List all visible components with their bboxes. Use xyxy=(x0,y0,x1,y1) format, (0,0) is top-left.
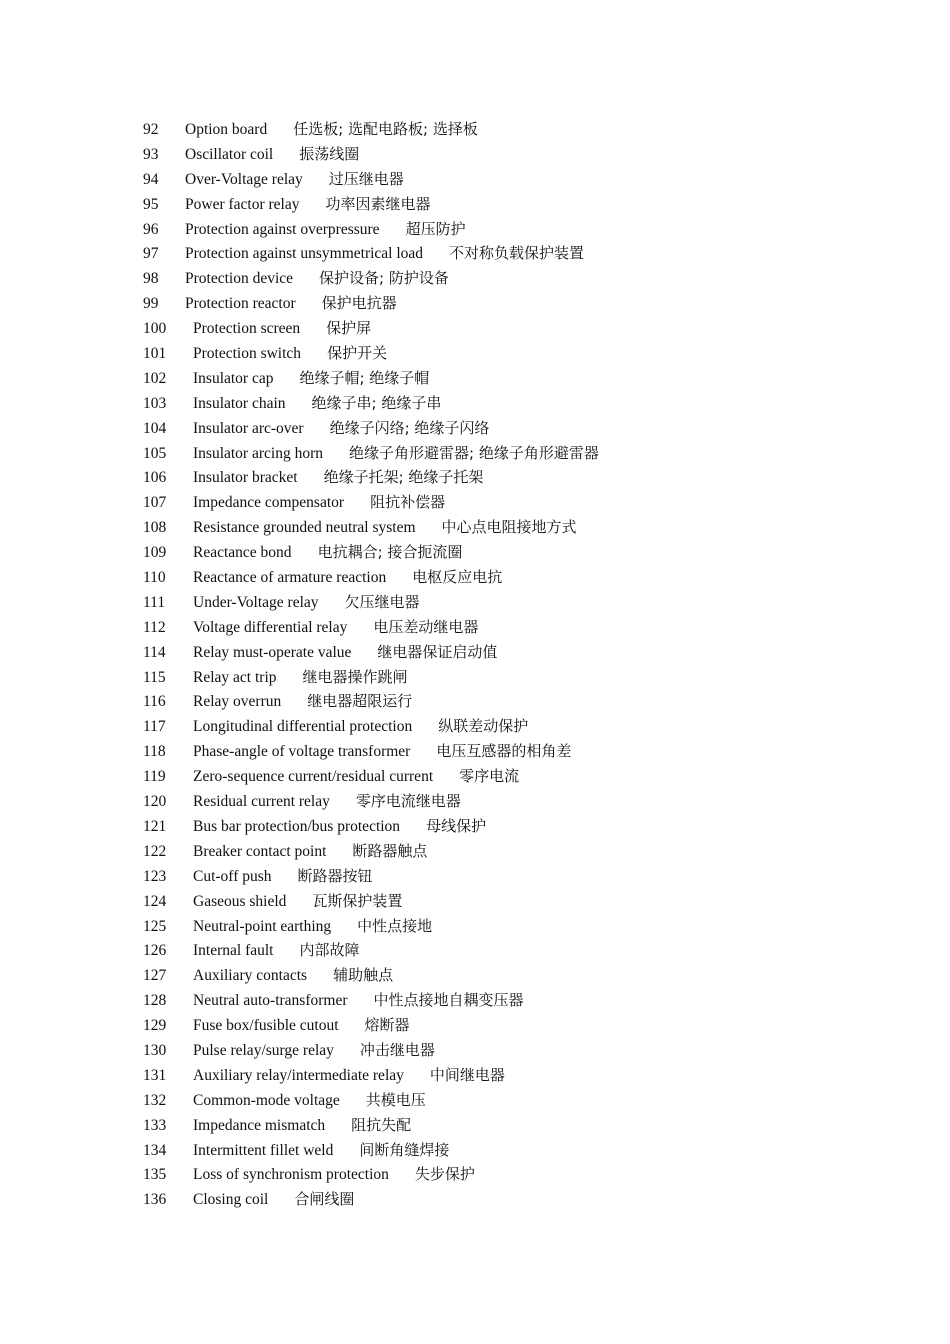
entry-chinese-term: 阻抗补偿器 xyxy=(370,493,446,512)
entry-english-term: Impedance compensator xyxy=(193,494,345,512)
entry-english-term: Reactance of armature reaction xyxy=(193,569,387,587)
entry-english-term: Protection switch xyxy=(193,345,302,363)
entry-chinese-term: 过压继电器 xyxy=(328,169,404,188)
entry-english-term: Gaseous shield xyxy=(193,892,287,910)
glossary-entry xyxy=(143,615,903,640)
entry-english-term: Under-Voltage relay xyxy=(193,593,319,611)
glossary-entry xyxy=(143,814,903,839)
entry-chinese-term: 中性点接地自耦变压器 xyxy=(373,991,524,1010)
entry-english-term: Protection device xyxy=(185,270,294,288)
entry-number: 99 xyxy=(143,295,159,313)
entry-english-term: Zero-sequence current/residual current xyxy=(193,768,434,786)
entry-chinese-term: 断路器按钮 xyxy=(297,866,373,885)
entry-chinese-term: 熔断器 xyxy=(364,1016,410,1035)
entry-number: 115 xyxy=(143,668,166,686)
entry-number: 101 xyxy=(143,345,167,363)
entry-english-term: Neutral auto-transformer xyxy=(193,992,348,1010)
glossary-entry xyxy=(143,241,903,266)
glossary-entry xyxy=(143,142,903,167)
entry-number: 106 xyxy=(143,469,167,487)
entry-english-term: Fuse box/fusible cutout xyxy=(193,1017,339,1035)
entry-number: 111 xyxy=(143,593,166,611)
glossary-entry xyxy=(143,416,903,441)
entry-number: 114 xyxy=(143,643,166,661)
entry-chinese-term: 绝缘子帽; 绝缘子帽 xyxy=(299,368,430,387)
entry-english-term: Protection reactor xyxy=(185,295,296,313)
entry-chinese-term: 电枢反应电抗 xyxy=(412,568,503,587)
entry-english-term: Phase-angle of voltage transformer xyxy=(193,743,411,761)
entry-chinese-term: 欠压继电器 xyxy=(344,592,420,611)
entry-english-term: Protection screen xyxy=(193,320,301,338)
entry-number: 112 xyxy=(143,618,166,636)
entry-chinese-term: 电压差动继电器 xyxy=(373,617,479,636)
entry-chinese-term: 振荡线圈 xyxy=(299,144,360,163)
entry-number: 97 xyxy=(143,245,159,263)
entry-english-term: Residual current relay xyxy=(193,793,330,811)
entry-chinese-term: 冲击继电器 xyxy=(359,1040,435,1059)
entry-chinese-term: 绝缘子角形避雷器; 绝缘子角形避雷器 xyxy=(349,443,599,462)
entry-number: 117 xyxy=(143,718,166,736)
entry-number: 129 xyxy=(143,1017,167,1035)
entry-english-term: Reactance bond xyxy=(193,544,292,562)
glossary-entry xyxy=(143,540,903,565)
glossary-entry xyxy=(143,1063,903,1088)
entry-number: 119 xyxy=(143,768,166,786)
entry-english-term: Protection against unsymmetrical load xyxy=(185,245,424,263)
glossary-entry xyxy=(143,565,903,590)
entry-number: 105 xyxy=(143,444,167,462)
entry-english-term: Breaker contact point xyxy=(193,842,327,860)
entry-chinese-term: 共模电压 xyxy=(365,1090,426,1109)
entry-number: 110 xyxy=(143,569,166,587)
glossary-entry xyxy=(143,465,903,490)
entry-number: 131 xyxy=(143,1066,167,1084)
glossary-entry xyxy=(143,889,903,914)
glossary-entry xyxy=(143,1013,903,1038)
entry-chinese-term: 失步保护 xyxy=(414,1165,475,1184)
glossary-entry xyxy=(143,515,903,540)
entry-number: 125 xyxy=(143,917,167,935)
entry-number: 93 xyxy=(143,145,159,163)
entry-english-term: Insulator chain xyxy=(193,394,286,412)
entry-chinese-term: 辅助触点 xyxy=(333,966,394,985)
entry-chinese-term: 保护屏 xyxy=(326,319,372,338)
entry-number: 92 xyxy=(143,121,159,138)
glossary-entry xyxy=(143,590,903,615)
entry-english-term: Cut-off push xyxy=(193,867,272,885)
entry-number: 100 xyxy=(143,320,167,338)
entry-chinese-term: 保护电抗器 xyxy=(321,294,397,313)
glossary-entry xyxy=(143,764,903,789)
entry-number: 96 xyxy=(143,220,159,238)
entry-chinese-term: 中心点电阻接地方式 xyxy=(441,518,577,537)
entry-number: 108 xyxy=(143,519,167,537)
glossary-entry xyxy=(143,1038,903,1063)
entry-number: 98 xyxy=(143,270,159,288)
glossary-entry xyxy=(143,391,903,416)
glossary-entry xyxy=(143,291,903,316)
entry-chinese-term: 绝缘子串; 绝缘子串 xyxy=(311,393,442,412)
entry-number: 107 xyxy=(143,494,167,512)
glossary-entry xyxy=(143,789,903,814)
entry-number: 134 xyxy=(143,1141,167,1159)
entry-english-term: Insulator arcing horn xyxy=(193,444,323,462)
entry-number: 123 xyxy=(143,867,167,885)
entry-number: 124 xyxy=(143,892,167,910)
entry-number: 103 xyxy=(143,394,167,412)
glossary-entry xyxy=(143,490,903,515)
entry-english-term: Insulator bracket xyxy=(193,469,298,487)
entry-chinese-term: 纵联差动保护 xyxy=(438,717,529,736)
glossary-entry xyxy=(143,864,903,889)
entry-number: 104 xyxy=(143,419,167,437)
entry-number: 122 xyxy=(143,842,167,860)
glossary-entry xyxy=(143,117,903,142)
entry-english-term: Voltage differential relay xyxy=(193,618,348,636)
glossary-entry xyxy=(143,665,903,690)
entry-chinese-term: 继电器超限运行 xyxy=(307,692,413,711)
entry-number: 127 xyxy=(143,967,167,985)
glossary-list xyxy=(143,117,903,1212)
entry-chinese-term: 电抗耦合; 接合扼流圈 xyxy=(317,543,463,562)
entry-chinese-term: 瓦斯保护装置 xyxy=(312,891,403,910)
entry-english-term: Intermittent fillet weld xyxy=(193,1141,334,1159)
entry-english-term: Power factor relay xyxy=(185,195,300,213)
entry-chinese-term: 中间继电器 xyxy=(429,1065,505,1084)
glossary-entry xyxy=(143,341,903,366)
glossary-entry xyxy=(143,217,903,242)
glossary-entry xyxy=(143,914,903,939)
glossary-entry xyxy=(143,441,903,466)
entry-chinese-term: 阻抗失配 xyxy=(351,1115,412,1134)
glossary-entry xyxy=(143,1138,903,1163)
entry-english-term: Loss of synchronism protection xyxy=(193,1166,389,1184)
entry-number: 136 xyxy=(143,1191,167,1209)
entry-english-term: Option board xyxy=(185,121,268,138)
entry-number: 109 xyxy=(143,544,167,562)
glossary-entry xyxy=(143,167,903,192)
entry-chinese-term: 间断角缝焊接 xyxy=(359,1140,450,1159)
entry-english-term: Auxiliary relay/intermediate relay xyxy=(193,1066,404,1084)
entry-english-term: Over-Voltage relay xyxy=(185,170,303,188)
entry-chinese-term: 保护设备; 防护设备 xyxy=(319,269,449,288)
entry-english-term: Relay act trip xyxy=(193,668,277,686)
glossary-entry xyxy=(143,266,903,291)
entry-chinese-term: 不对称负载保护装置 xyxy=(449,244,585,263)
entry-number: 116 xyxy=(143,693,166,711)
entry-number: 120 xyxy=(143,793,167,811)
glossary-entry xyxy=(143,1088,903,1113)
glossary-entry xyxy=(143,689,903,714)
entry-number: 126 xyxy=(143,942,167,960)
glossary-entry xyxy=(143,1187,903,1212)
entry-chinese-term: 断路器触点 xyxy=(352,841,428,860)
entry-english-term: Protection against overpressure xyxy=(185,220,380,238)
entry-chinese-term: 继电器保证启动值 xyxy=(377,642,498,661)
entry-english-term: Impedance mismatch xyxy=(193,1116,326,1134)
entry-chinese-term: 绝缘子闪络; 绝缘子闪络 xyxy=(329,418,490,437)
entry-english-term: Insulator arc-over xyxy=(193,419,304,437)
entry-english-term: Oscillator coil xyxy=(185,145,274,163)
entry-chinese-term: 零序电流 xyxy=(459,767,520,786)
entry-number: 95 xyxy=(143,195,159,213)
glossary-entry xyxy=(143,640,903,665)
entry-english-term: Relay must-operate value xyxy=(193,643,352,661)
glossary-entry xyxy=(143,192,903,217)
entry-chinese-term: 中性点接地 xyxy=(357,916,433,935)
entry-chinese-term: 零序电流继电器 xyxy=(355,792,461,811)
entry-number: 130 xyxy=(143,1041,167,1059)
entry-number: 128 xyxy=(143,992,167,1010)
entry-english-term: Auxiliary contacts xyxy=(193,967,308,985)
entry-chinese-term: 电压互感器的相角差 xyxy=(436,742,572,761)
entry-english-term: Common-mode voltage xyxy=(193,1091,340,1109)
entry-chinese-term: 继电器操作跳闸 xyxy=(302,667,408,686)
entry-chinese-term: 功率因素继电器 xyxy=(325,194,431,213)
entry-chinese-term: 绝缘子托架; 绝缘子托架 xyxy=(323,468,484,487)
entry-english-term: Insulator cap xyxy=(193,369,274,387)
glossary-entry xyxy=(143,839,903,864)
entry-chinese-term: 任选板; 选配电路板; 选择板 xyxy=(293,120,478,138)
entry-english-term: Longitudinal differential protection xyxy=(193,718,413,736)
entry-chinese-term: 内部故障 xyxy=(299,941,360,960)
glossary-entry xyxy=(143,1113,903,1138)
glossary-entry xyxy=(143,366,903,391)
entry-english-term: Pulse relay/surge relay xyxy=(193,1041,334,1059)
entry-number: 102 xyxy=(143,369,167,387)
entry-english-term: Internal fault xyxy=(193,942,274,960)
entry-chinese-term: 母线保护 xyxy=(426,816,487,835)
entry-chinese-term: 合闸线圈 xyxy=(294,1190,355,1209)
entry-number: 133 xyxy=(143,1116,167,1134)
entry-number: 132 xyxy=(143,1091,167,1109)
entry-number: 135 xyxy=(143,1166,167,1184)
glossary-entry xyxy=(143,1162,903,1187)
entry-number: 121 xyxy=(143,817,167,835)
entry-english-term: Resistance grounded neutral system xyxy=(193,519,416,537)
glossary-entry xyxy=(143,739,903,764)
glossary-entry xyxy=(143,988,903,1013)
entry-number: 94 xyxy=(143,170,159,188)
entry-english-term: Neutral-point earthing xyxy=(193,917,332,935)
glossary-entry xyxy=(143,963,903,988)
entry-english-term: Bus bar protection/bus protection xyxy=(193,817,401,835)
entry-chinese-term: 保护开关 xyxy=(327,344,388,363)
glossary-entry xyxy=(143,938,903,963)
entry-number: 118 xyxy=(143,743,166,761)
entry-english-term: Relay overrun xyxy=(193,693,282,711)
entry-english-term: Closing coil xyxy=(193,1191,269,1209)
entry-chinese-term: 超压防护 xyxy=(405,219,466,238)
glossary-entry xyxy=(143,714,903,739)
glossary-entry xyxy=(143,316,903,341)
